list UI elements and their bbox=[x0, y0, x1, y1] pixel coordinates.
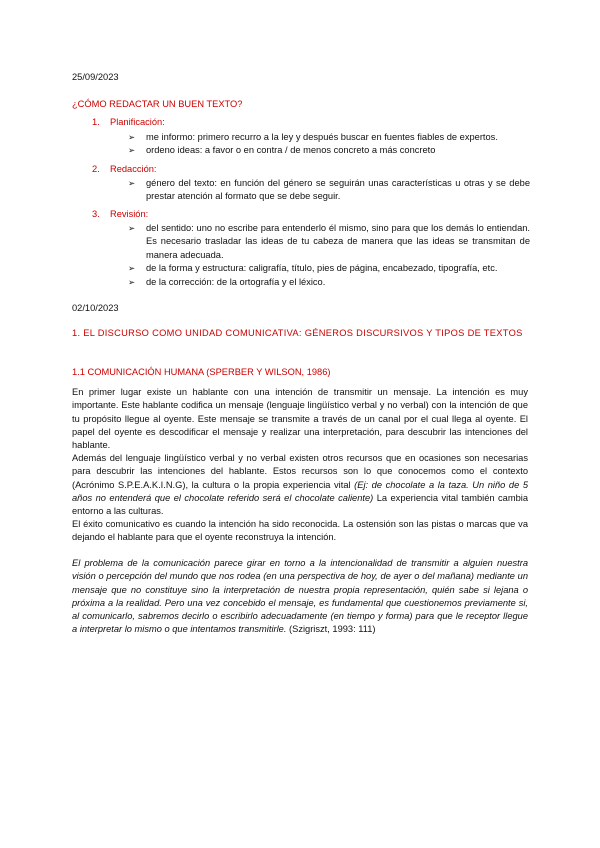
chapter-title: 1. EL DISCURSO COMO UNIDAD COMUNICATIVA: GÉNEROS DISCURSIVOS Y TIPOS DE TEXTOS bbox=[72, 328, 523, 338]
list-number: 2. bbox=[92, 164, 100, 174]
body-paragraph bbox=[72, 452, 528, 518]
date-label: 25/09/2023 bbox=[72, 72, 119, 82]
section-title: ¿CÓMO REDACTAR UN BUEN TEXTO? bbox=[72, 99, 243, 109]
arrow-bullet-icon: ➢ bbox=[128, 223, 136, 233]
arrow-bullet-icon: ➢ bbox=[128, 277, 136, 287]
body-paragraph: En primer lugar existe un hablante con una intención de transmitir un mensaje. La intención es muy importante. Este hablante codifica un mensaje (lenguaje lingüístico verbal y no verbal) con la intención de que tu propósito llegue al oyente. Este mensaje se transmite a través de un canal por el cual llega al oyente. El papel del oyente es descodificar el mensaje y realizar una interpretación, para descubrir las intenciones del hablante. bbox=[72, 387, 528, 451]
quote-block bbox=[72, 557, 528, 637]
list-bullet-text: del sentido: uno no escribe para entenderlo él mismo, sino para que los demás lo entiendan. Es necesario trasladar las ideas de tu cabeza de manera que las ideas se transmitan de manera adecuada. bbox=[146, 223, 530, 260]
example-italic-text: (Ej: de chocolate a la taza. Un niño de 5 años no entenderá que el chocolate referido será el chocolate caliente) bbox=[72, 479, 528, 503]
list-heading-revision: Revisión: bbox=[110, 209, 149, 219]
list-bullet-text: de la forma y estructura: caligrafía, título, pies de página, encabezado, tipografía, etc. bbox=[146, 263, 498, 273]
list-number: 1. bbox=[92, 117, 100, 127]
list-heading-redaccion: Redacción: bbox=[110, 164, 157, 174]
list-bullet-text: me informo: primero recurro a la ley y después buscar en fuentes fiables de expertos. bbox=[146, 132, 498, 142]
arrow-bullet-icon: ➢ bbox=[128, 178, 136, 188]
list-number: 3. bbox=[92, 209, 100, 219]
subsection-title: 1.1 COMUNICACIÓN HUMANA (SPERBER Y WILSON, 1986) bbox=[72, 367, 331, 377]
list-bullet-text: de la corrección: de la ortografía y el léxico. bbox=[146, 277, 326, 287]
body-paragraph: El éxito comunicativo es cuando la intención ha sido reconocida. La ostensión son las pistas o marcas que va dejando el hablante para que el oyente reconstruya la intención. bbox=[72, 519, 528, 543]
quote-text: El problema de la comunicación parece girar en torno a la intencionalidad de transmitir a alguien nuestra visión o percepción del mundo que nos rodea (en una perspectiva de hoy, de ayer o del mañana) mediante un mensaje que no constituye sino la interpretación de nuestra propia representación, quién sabe si lejana o próxima a la realidad. Pero una vez concebido el mensaje, es fundamental que cuestionemos previamente si, al comunicarlo, sabremos decirlo o escribirlo adecuadamente (en tiempo y forma) para que le receptor llegue a interpretar lo mismo o que intentamos transmitirle. bbox=[72, 558, 528, 635]
list-bullet-text: ordeno ideas: a favor o en contra / de menos concreto a más concreto bbox=[146, 145, 436, 155]
arrow-bullet-icon: ➢ bbox=[128, 263, 136, 273]
date-label: 02/10/2023 bbox=[72, 303, 119, 313]
paragraph-text: Además del lenguaje lingüístico verbal y no verbal existen otros recursos que en ocasiones son necesarias para descubrir las intenciones del hablante. Estos recursos son lo que conocemos como el contexto (Acrónimo S.P.E.A.K.I.N.G), la cultura o la propia experiencia vital bbox=[72, 453, 528, 490]
arrow-bullet-icon: ➢ bbox=[128, 145, 136, 155]
citation: (Szigriszt, 1993: 111) bbox=[286, 624, 376, 635]
list-heading-planificacion: Planificación: bbox=[110, 117, 165, 127]
list-bullet-text: género del texto: en función del género se seguirán unas características u otras y se debe prestar atención al formato que se debe seguir. bbox=[146, 178, 530, 202]
arrow-bullet-icon: ➢ bbox=[128, 132, 136, 142]
paragraph-text: La experiencia vital también cambia entorno a las culturas. bbox=[72, 492, 528, 517]
